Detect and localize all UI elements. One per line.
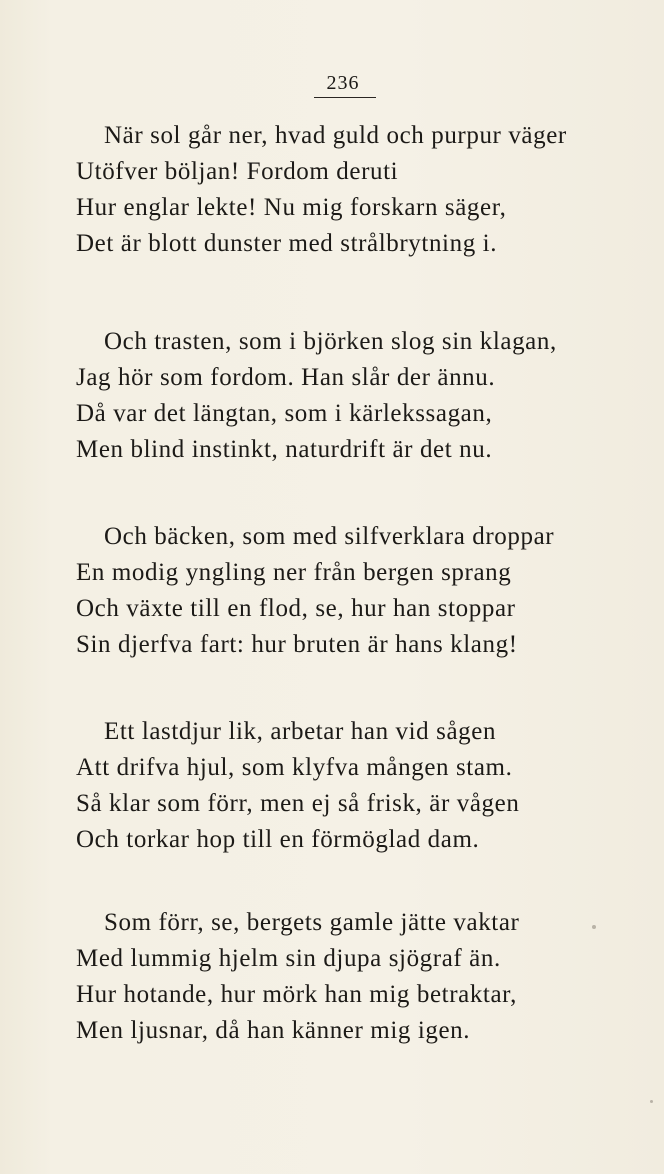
page-number: 236 bbox=[326, 72, 360, 94]
paper-speck bbox=[592, 925, 596, 929]
poem-line: Med lummig hjelm sin djupa sjögraf än. bbox=[76, 945, 501, 972]
poem-line: En modig yngling ner från bergen sprang bbox=[76, 559, 512, 586]
paper-speck bbox=[650, 1100, 653, 1103]
poem-line: Och bäcken, som med silfverklara droppar bbox=[104, 523, 555, 550]
poem-line: Men ljusnar, då han känner mig igen. bbox=[76, 1017, 471, 1044]
poem-line: Då var det längtan, som i kärlekssagan, bbox=[76, 400, 493, 427]
poem-line: Det är blott dunster med strålbrytning i. bbox=[76, 230, 498, 257]
poem-line: Jag hör som fordom. Han slår der ännu. bbox=[76, 364, 496, 391]
poem-line: När sol går ner, hvad guld och purpur väger bbox=[104, 122, 567, 149]
poem-line: Sin djerfva fart: hur bruten är hans klang! bbox=[76, 631, 518, 658]
poem-line: Hur englar lekte! Nu mig forskarn säger, bbox=[76, 194, 507, 221]
poem-line: Och trasten, som i björken slog sin klagan, bbox=[104, 328, 557, 355]
poem-line: Att drifva hjul, som klyfva mången stam. bbox=[76, 754, 513, 781]
poem-line: Utöfver böljan! Fordom deruti bbox=[76, 158, 399, 185]
poem-line: Så klar som förr, men ej så frisk, är vågen bbox=[76, 790, 520, 817]
page-number-rule bbox=[314, 97, 376, 98]
poem-line: Men blind instinkt, naturdrift är det nu. bbox=[76, 436, 493, 463]
poem-line: Och torkar hop till en förmöglad dam. bbox=[76, 826, 480, 853]
poem-line: Som förr, se, bergets gamle jätte vaktar bbox=[104, 909, 520, 936]
poem-line: Hur hotande, hur mörk han mig betraktar, bbox=[76, 981, 517, 1008]
poem-line: Ett lastdjur lik, arbetar han vid sågen bbox=[104, 718, 497, 745]
poem-line: Och växte till en flod, se, hur han stoppar bbox=[76, 595, 516, 622]
